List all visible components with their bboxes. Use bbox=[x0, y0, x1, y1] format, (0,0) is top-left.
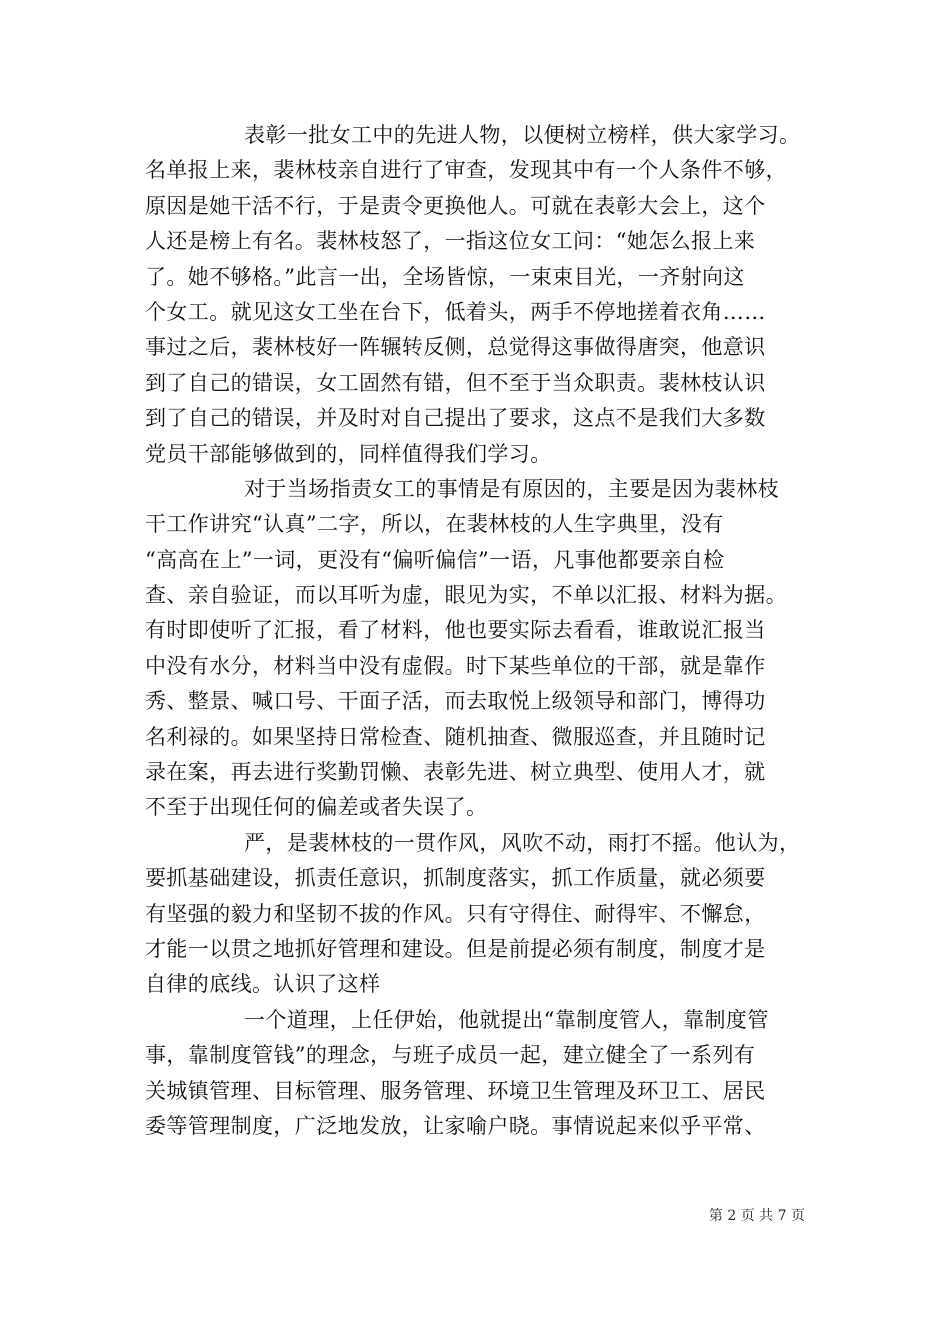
text-line: 到了自己的错误，女工固然有错，但不至于当众职责。裴林枝认识 bbox=[145, 370, 766, 395]
text-line: 才能一以贯之地抓好管理和建设。但是前提必须有制度，制度才是 bbox=[145, 936, 766, 961]
text-line: 表彰一批女工中的先进人物，以便树立榜样，供大家学习。 bbox=[244, 123, 801, 147]
text-line: 自律的底线。认识了这样 bbox=[145, 972, 381, 997]
text-line: 事，靠制度管钱”的理念，与班子成员一起，建立健全了一系列有 bbox=[145, 1043, 756, 1068]
text-line: 中没有水分，材料当中没有虚假。时下某些单位的干部，就是靠作 bbox=[145, 653, 766, 678]
text-line: 名单报上来，裴林枝亲自进行了审查，发现其中有一个人条件不够， bbox=[145, 158, 787, 183]
page-number: 第 2 页 共 7 页 bbox=[708, 1208, 805, 1224]
text-line: 干工作讲究“认真”二字，所以，在裴林枝的人生字典里，没有 bbox=[145, 512, 724, 537]
text-line: 对于当场指责女工的事情是有原因的，主要是因为裴林枝 bbox=[244, 476, 779, 501]
text-line: 人还是榜上有名。裴林枝怒了，一指这位女工问：“她怎么报上来 bbox=[145, 229, 756, 254]
text-line: 有坚强的毅力和坚韧不拔的作风。只有守得住、耐得牢、不懈怠， bbox=[145, 901, 766, 926]
text-line: 录在案，再去进行奖勤罚懒、表彰先进、树立典型、使用人才，就 bbox=[145, 760, 766, 785]
text-line: 秀、整景、喊口号、干面子活，而去取悦上级领导和部门，博得功 bbox=[145, 689, 766, 714]
text-line: 查、亲自验证，而以耳听为虚，眼见为实，不单以汇报、材料为据。 bbox=[145, 583, 787, 608]
text-line: 到了自己的错误，并及时对自己提出了要求，这点不是我们大多数 bbox=[145, 406, 766, 431]
text-line: 关城镇管理、目标管理、服务管理、环境卫生管理及环卫工、居民 bbox=[145, 1078, 766, 1103]
text-line: 不至于出现任何的偏差或者失误了。 bbox=[145, 795, 488, 820]
text-line: 严，是裴林枝的一贯作风，风吹不动，雨打不摇。他认为， bbox=[244, 830, 801, 855]
text-line: 个女工。就见这女工坐在台下，低着头，两手不停地搓着衣角…… bbox=[145, 299, 766, 324]
text-line: 一个道理，上任伊始，他就提出“靠制度管人，靠制度管 bbox=[244, 1007, 769, 1032]
text-line: 名利禄的。如果坚持日常检查、随机抽查、微服巡查，并且随时记 bbox=[145, 724, 766, 749]
text-line: 要抓基础建设，抓责任意识，抓制度落实，抓工作质量，就必须要 bbox=[145, 866, 766, 891]
text-line: 了。她不够格。”此言一出，全场皆惊，一束束目光，一齐射向这 bbox=[145, 264, 745, 289]
text-line: 党员干部能够做到的，同样值得我们学习。 bbox=[145, 441, 552, 466]
text-line: 原因是她干活不行，于是责令更换他人。可就在表彰大会上，这个 bbox=[145, 193, 766, 218]
body-text bbox=[145, 118, 835, 1144]
text-line: 委等管理制度，广泛地发放，让家喻户晓。事情说起来似乎平常、 bbox=[145, 1113, 766, 1138]
text-line: “高高在上”一词，更没有“偏听偏信”一语，凡事他都要亲自检 bbox=[145, 547, 725, 572]
text-line: 有时即使听了汇报，看了材料，他也要实际去看看，谁敢说汇报当 bbox=[145, 618, 766, 643]
text-line: 事过之后，裴林枝好一阵辗转反侧，总觉得这事做得唐突，他意识 bbox=[145, 335, 766, 360]
